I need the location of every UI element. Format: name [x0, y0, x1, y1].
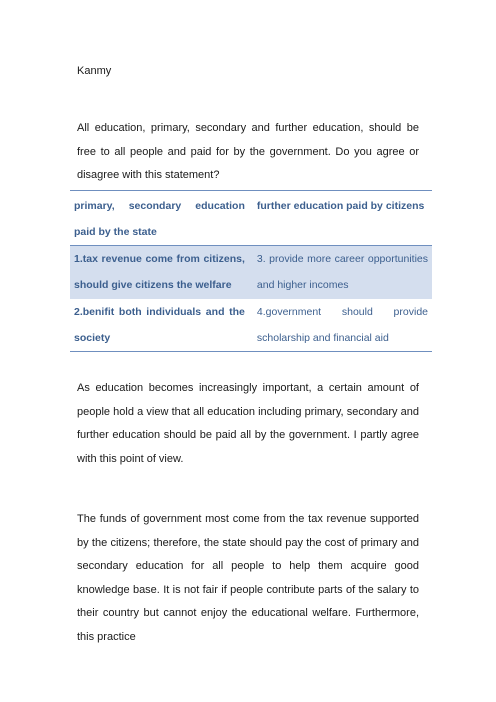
table-cell-right: 4.government should provide scholarship and financial aid	[253, 299, 432, 352]
essay-question: All education, primary, secondary and further education, should be free to all people and paid for by the government. Do you agree or disagree with this statement?	[77, 122, 419, 181]
table-row	[70, 246, 432, 299]
author-name: Kanmy	[77, 65, 112, 77]
table-header-right: further education paid by citizens	[253, 191, 432, 246]
table-cell-left: 2.benifit both individuals and the society	[70, 299, 253, 352]
table-header-left: primary, secondary education paid by the state	[70, 191, 253, 246]
body-paragraph: The funds of government most come from the tax revenue supported by the citizens; therefore, the state should pay the cost of primary and secondary education for all people to help them acquire good knowledge base. It is not fair if people contribute parts of the salary to their country but cannot enjoy the educational welfare. Furthermore, this practice	[77, 513, 419, 643]
table-cell-left: 1.tax revenue come from citizens, should give citizens the welfare	[70, 246, 253, 299]
body-paragraph: As education becomes increasingly important, a certain amount of people hold a view that all education including primary, secondary and further education should be paid all by the government. I partly agree with this point of view.	[77, 382, 419, 465]
opinion-table	[70, 190, 432, 352]
table-row	[70, 299, 432, 352]
table-cell-right: 3. provide more career opportunities and higher incomes	[253, 246, 432, 299]
table-header-row	[70, 191, 432, 246]
